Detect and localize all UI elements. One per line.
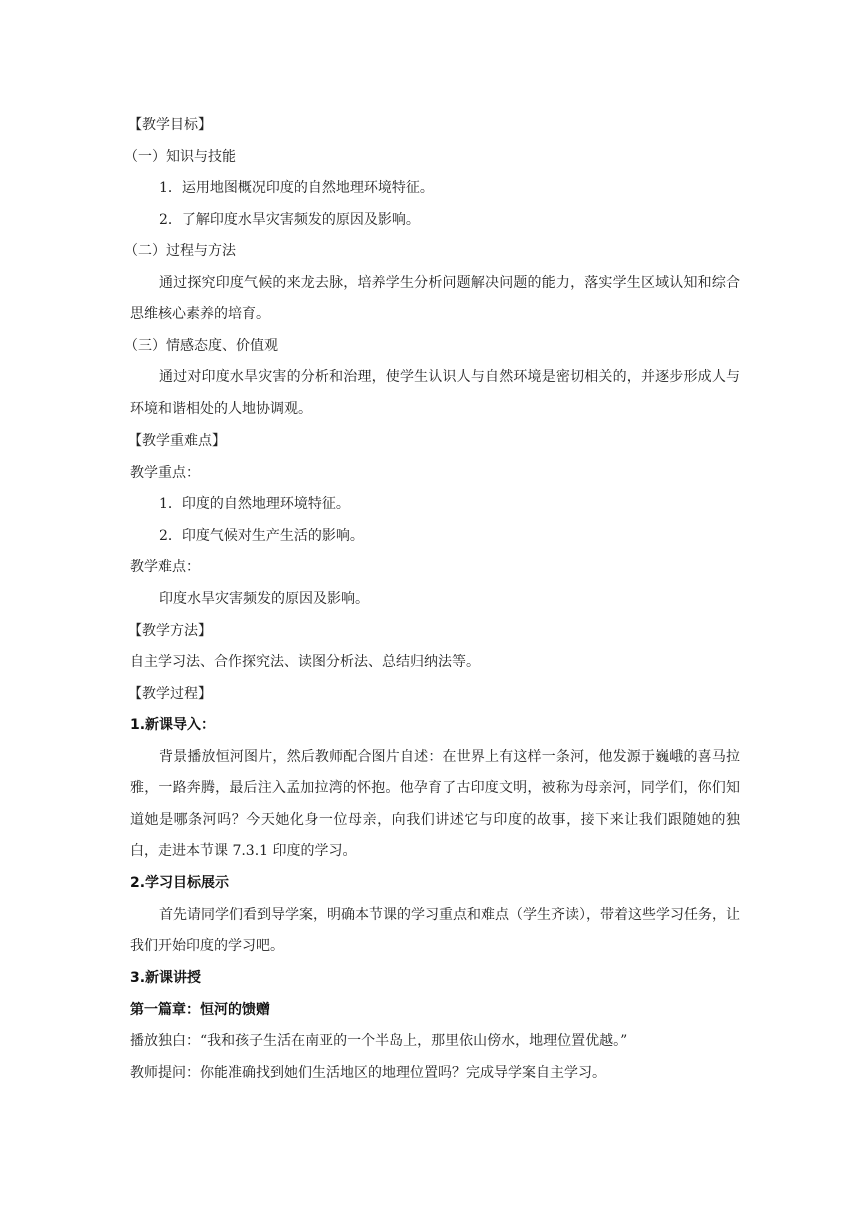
goals-heading: 【教学目标】 — [128, 117, 212, 133]
difficult-points-text: 印度水旱灾害频发的原因及影响。 — [159, 590, 369, 607]
monologue-text: 播放独白：“我和孩子生活在南亚的一个半岛上，那里依山傍水，地理位置优越。” — [130, 1033, 628, 1050]
chapter-1-title: 第一篇章：恒河的馈赠 — [130, 1001, 270, 1018]
key-point-item-1: 1．印度的自然地理环境特征。 — [159, 496, 350, 513]
process-heading: 【教学过程】 — [128, 685, 212, 702]
step-1-paragraph: 背景播放恒河图片，然后教师配合图片自述：在世界上有这样一条河，他发源于巍峨的喜马拉雅，一路奔腾，最后注入孟加拉湾的怀抱。他孕育了古印度文明，被称为母亲河，同学们，你们知道她是哪条河吗？今天她化身一位母亲，向我们讲述它与印度的故事，接下来让我们跟随她的独白，走进本节课 7.3.1 印度的学习。 — [130, 748, 740, 860]
goals-subheading-knowledge: （一）知识与技能 — [124, 148, 236, 165]
document-body — [124, 116, 740, 1095]
key-points-label: 教学重点： — [130, 464, 200, 481]
goals-knowledge-item-2: 2．了解印度水旱灾害频发的原因及影响。 — [159, 211, 420, 228]
key-points-heading: 【教学重难点】 — [128, 432, 226, 449]
goals-process-paragraph: 通过探究印度气候的来龙去脉，培养学生分析问题解决问题的能力，落实学生区域认知和综合思维核心素养的培育。 — [130, 274, 740, 323]
difficult-points-label: 教学难点： — [130, 559, 200, 576]
step-1-title: 1.新课导入： — [130, 717, 216, 734]
methods-text: 自主学习法、合作探究法、读图分析法、总结归纳法等。 — [130, 654, 480, 671]
methods-heading: 【教学方法】 — [128, 622, 212, 639]
teacher-question-text: 教师提问：你能准确找到她们生活地区的地理位置吗？完成导学案自主学习。 — [130, 1064, 606, 1081]
goals-attitude-paragraph: 通过对印度水旱灾害的分析和治理，使学生认识人与自然环境是密切相关的，并逐步形成人与环境和谐相处的人地协调观。 — [130, 369, 740, 418]
step-2-paragraph: 首先请同学们看到导学案，明确本节课的学习重点和难点（学生齐读），带着这些学习任务，让我们开始印度的学习吧。 — [130, 906, 740, 955]
goals-subheading-process: （二）过程与方法 — [124, 243, 236, 260]
goals-knowledge-item-1: 1．运用地图概况印度的自然地理环境特征。 — [159, 180, 434, 197]
goals-subheading-attitude: （三）情感态度、价值观 — [124, 338, 278, 355]
step-3-title: 3.新课讲授 — [130, 970, 202, 987]
key-point-item-2: 2．印度气候对生产生活的影响。 — [159, 527, 364, 544]
step-2-title: 2.学习目标展示 — [130, 875, 230, 892]
